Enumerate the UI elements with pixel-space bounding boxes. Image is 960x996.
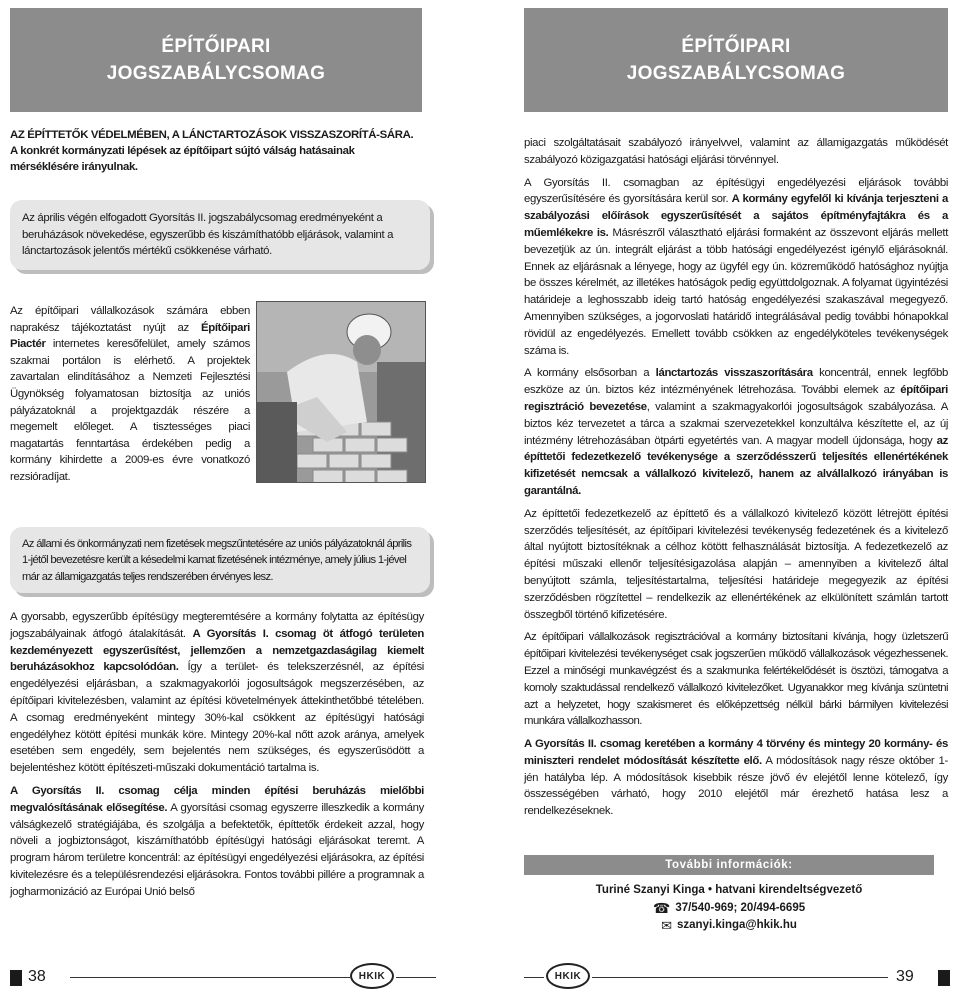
- right-header-line1: ÉPÍTŐIPARI: [681, 36, 791, 57]
- right-p3-part-e: , valamint a szakmagyakorlói jogosultságok szabályozása. A biztos kéz tervezetet a tárca a szakmai szervezetekkel konzultálva készítette el, az új intézmény létrehozásában ötpárti egyetértés van. A magyar modell újdonsága, hogy: [524, 400, 948, 447]
- right-paragraph-6: [524, 736, 948, 820]
- left-body-text: [10, 609, 424, 901]
- contact-block: [524, 882, 934, 935]
- right-p3-part-a: A kormány elsősorban a: [524, 367, 656, 380]
- left-page-number: 38: [28, 968, 46, 985]
- right-footer-line-1: [524, 977, 544, 978]
- right-p6-part-a: A Gyorsítás II. csomag keretében a kormány 4 törvény és mintegy 20 kormány- és miniszteri rendelet módosítását készítette elő.: [524, 738, 948, 767]
- phone-icon: ☎: [652, 899, 671, 916]
- worker-photo: [256, 301, 426, 483]
- right-paragraph-2: [524, 175, 948, 360]
- right-p3-part-f: az építtetői fedezetkezelő tevékenysége a szerződésszerű teljesítés ellenértékének kifizetését nemcsak a vállalkozó kivitelező, hanem az alvállalkozó irányában is garantálná.: [524, 434, 948, 497]
- left-p1-part-a: A gyorsabb, egyszerűbb építésügy megteremtésére a kormány folytatta az építésügy jogszabályainak átfogó átalakítását.: [10, 611, 424, 640]
- side-text-column: [10, 303, 250, 486]
- email-icon: ✉: [661, 918, 673, 933]
- right-page: [510, 0, 950, 996]
- right-body-text: [524, 135, 948, 826]
- left-footer-line: [70, 977, 350, 978]
- right-p2-part-c: Másrészről választható eljárási formaként az összevont eljárás mellett bevezetjük az ún. integrált eljárást a több hatósági engedélyezést igénylő eljárásoknál. Ennek az eljárásnak a lényege, hogy az ügyfél egy ún. közreműködő hatósághoz nyújtja be összes kérelmét, az illetékes hatóságok pedig együttdolgoznak. A folyamat ügyintézési határideje a leghosszabb ideig tartó hatóság engedélyezési szakaszával megegyező. Amennyiben szükséges, a jogorvoslati határidő integrálásával pedig további hónapokkal rövidül az engedélyezés. Emellett tovább csökken az engedélyköteles tevékenységek száma is.: [524, 226, 949, 357]
- right-paragraph-5: Az építőipari vállalkozások regisztrációval a kormány biztosítani kívánja, hogy üzletszerű építőipari kivitelezési tevékenységet csak jogszerűen működő vállalkozások végezhessenek. Ezzel a minőségi munkavégzést és a szakmunka felértékelődését is ösztözi, támogatva a komoly szaktudással rendelkező vállalkozó kivitelezőket. Ugyanakkor meg kívánja szüntetni azt a helyzetet, hogy szakismeret és előképzettség nélkül bárki bármilyen kivitelezési munkára vállalkozhasson.: [524, 631, 948, 728]
- left-p2-part-a: A Gyorsítás II. csomag célja minden építési beruházás mielőbbi megvalósításának elősegítése.: [10, 784, 424, 814]
- contact-email-row[interactable]: [524, 917, 934, 935]
- right-footer-bar: [938, 970, 950, 986]
- left-body-paragraph-1: [10, 609, 424, 777]
- right-paragraph-3: [524, 365, 948, 499]
- left-p1-part-c: Így a terület- és telekszerzésnél, az építési engedélyezési eljárásban, a szakmagyakorlói jogosultságok megszerzésében, az építőipari kivitelezésben, valamint az építési követelmények áttekinthetőbbé tételében. A csomag eredményeként mintegy 30%-kal csökkent az építésügyi hatósági engedélyhez kötött építési munkák köre. Mintegy 20%-kal nőtt azok aránya, amelyek esetében sem engedély, sem bejelentés nem szükséges, és egyszerűsödött a bejelentéshez kötött építészeti-műszaki dokumentáció tartalma is.: [10, 661, 424, 775]
- left-p2-part-b: A gyorsítási csomag egyszerre illeszkedik a kormány válságkezelő stratégiájába, és szolgálja a befektetők, építtetők érdekeit azzal, hogy növeli a jogbiztonságot, kiszámíthatóbb építésügyi hatósági eljárásokat teremt. A program három területre koncentrál: az építésügyi engedélyezési eljárásokra, az építési kivitelezésre és a településrendezési eljárásokra. Fontos további pillére a programnak a jogharmonizáció az Európai Unió belső: [10, 801, 424, 898]
- contact-email[interactable]: szanyi.kinga@hkik.hu: [677, 919, 797, 931]
- right-p3-part-b: lánctartozás visszaszorítására: [655, 367, 813, 380]
- left-header: [10, 8, 422, 112]
- right-paragraph-4: Az építtetői fedezetkezelő az építtető és a vállalkozó kivitelező között létrejött építési szerződés teljesítését, az építőipari kivitelezési tevékenység fedezetének és a kivitelező által nyújtott biztosítéknak a célhoz kötött felhasználását biztosítja. A fedezetkezelő az építési műszaki ellenőr teljesítésigazolása alapján – amennyiben a kivitelező által benyújtott számla, teljesítéstartalma, teljesítési határideje megegyezik az építési szerződésben rögzítettel – rendelkezik az ellenértékének az elkülönített számlán tartott összegből történő kifizetésére.: [524, 507, 948, 621]
- side-text-part2: internetes keresőfelület, amely számos szakmai portálon is elérhető. A projektek zavartalan elindításához a Nemzeti Fejlesztési Ügynökség folyamatosan biztosítja az uniós pályázatoknál a projektgazdák részére a megemelt előleget. A tisztességes piaci magatartás fenntartása érdekében pedig a kormány kihirdette a 2009-es évre vonatkozó rezsióradíjat.: [10, 338, 250, 483]
- hkik-logo-left: [350, 963, 394, 989]
- right-p2-part-a: A Gyorsítás II. csomagban az építésügyi engedélyezési eljárások további egyszerűsítésére és gyorsítására kerül sor.: [524, 176, 948, 206]
- right-header: [524, 8, 948, 112]
- right-p3-part-d: építőipari regisztráció bevezetése: [524, 384, 948, 413]
- contact-name-row: [524, 882, 934, 900]
- right-p6-part-b: A módosítások nagy része október 1-jén hatályba lép. A módosítások kisebbik része jövő év elejétől lenne kötelező, így összességében várható, hogy 2010 elejétől már érezhető hatása lesz a rendelkezéseknek.: [524, 754, 948, 818]
- right-footer-line-2: [592, 977, 888, 978]
- hkik-logo-right-text: HKIK: [554, 970, 582, 982]
- left-header-line2: JOGSZABÁLYCSOMAG: [106, 63, 326, 84]
- highlight-box-kesedelmi-kamat: [10, 527, 430, 593]
- right-header-title: [627, 33, 845, 87]
- right-header-line2: JOGSZABÁLYCSOMAG: [626, 63, 846, 84]
- highlight-box2-text: Az állami és önkormányzati nem fizetések megszűntetésére az uniós pályázatoknál április 1-jétől bevezetésre került a késedelmi kamat fizetésének intézménye, amely július 1-jével már az államigazgatás teljes rendszerében érvényes lesz.: [22, 538, 412, 583]
- further-info-bar: További információk:: [524, 855, 934, 875]
- right-paragraph-1: piaci szolgáltatásait szabályozó irányelvvel, valamint az államigazgatás működését szabályozó közigazgatási hatósági eljárási törvénnyel.: [524, 137, 948, 166]
- contact-name: Turiné Szanyi Kinga • hatvani kirendeltségvezető: [595, 884, 863, 896]
- highlight-box-gyorsitas: [10, 200, 430, 270]
- contact-phone-row: [524, 900, 934, 918]
- bricklayer-image: [257, 302, 426, 483]
- left-footer-line-2: [396, 977, 436, 978]
- left-p1-part-b: A Gyorsítás I. csomag öt átfogó területen kezdeményezett egyszerűsítést, jellemzően a nemzetgazdaságilag kiemelt beruházásokhoz kapcsolódóan.: [10, 627, 424, 674]
- right-p3-part-c: koncentrál, ennek legfőbb eszköze az ún. biztos kéz intézményének létrehozása. További elemek az: [524, 367, 948, 397]
- right-page-number: 39: [896, 968, 914, 985]
- right-p2-part-b: A kormány egyfelől ki kívánja terjeszteni a szabályozási előírások egyszerűsítését a sajátos építményfajtákra és a műemlékekre is.: [524, 193, 948, 239]
- side-text-part1: Az építőipari vállalkozások számára ebben naprakész tájékoztatást nyújt az: [10, 305, 250, 334]
- contact-phone: 37/540-969; 20/494-6695: [675, 901, 806, 914]
- left-header-title: [107, 33, 325, 87]
- left-header-line1: ÉPÍTŐIPARI: [161, 36, 271, 57]
- left-footer-bar: [10, 970, 22, 986]
- left-lead-text: AZ ÉPÍTTETŐK VÉDELMÉBEN, A LÁNCTARTOZÁSOK VISSZASZORÍTÁ-SÁRA. A konkrét kormányzati lépések az építőipart sújtó válság hatásainak mérséklésére irányulnak.: [10, 129, 414, 173]
- hkik-logo-left-text: HKIK: [358, 970, 386, 982]
- hkik-logo-right: [546, 963, 590, 989]
- epitoipari-piacter: Építőipari Piactér: [10, 321, 250, 351]
- left-body-paragraph-2: [10, 783, 424, 901]
- highlight-box-text: Az április végén elfogadott Gyorsítás II. jogszabálycsomag eredményeként a beruházások növekedése, egyszerűbb és kiszámíthatóbb eljárások, valamint a lánctartozások jelentős mértékű csökkenése várható.: [22, 212, 394, 258]
- left-page: [10, 0, 450, 996]
